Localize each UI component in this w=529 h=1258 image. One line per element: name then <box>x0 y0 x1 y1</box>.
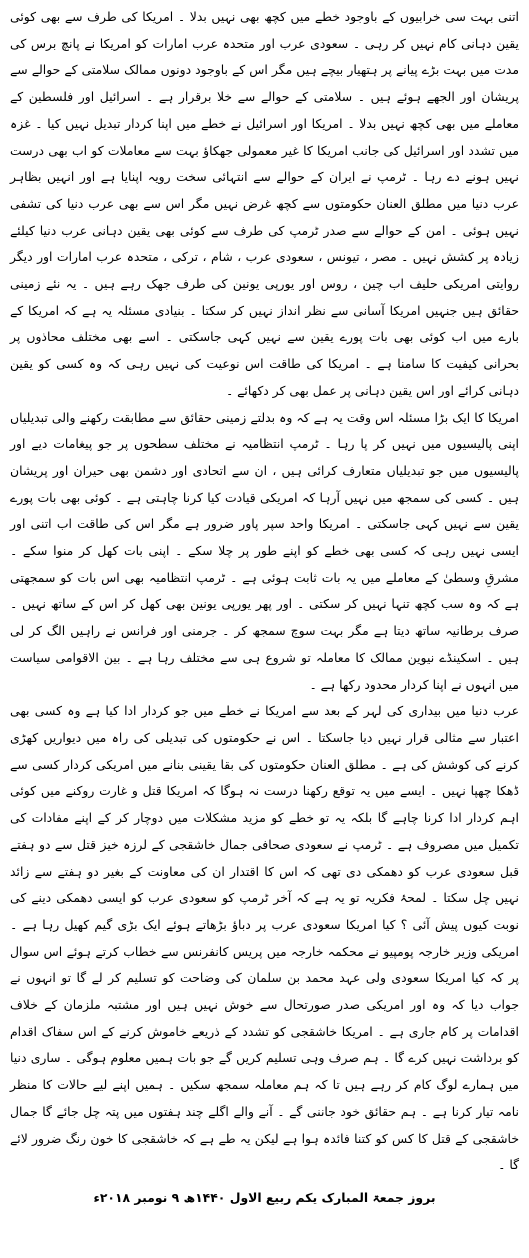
article-body <box>10 4 519 1179</box>
article-paragraph-1: اتنی بہت سی خرابیوں کے باوجود خطے میں کچھ بھی نہیں بدلا ۔ امریکا کی طرف سے بھی کوئی یقین دہانی کام نہیں کر رہی ۔ سعودی عرب اور متحدہ عرب امارات کو امریکا نے پانچ برس کی مدت میں بہت بڑے پیانے پر ہتھیار بیچے ہیں مگر اس کے باوجود دونوں ممالک سلامتی کے حوالے سے پریشان اور الجھے ہوئے ہیں ۔ سلامتی کے حوالے سے خلا برقرار ہے ۔ اسرائیل اور فلسطین کے معاملے میں بھی کچھ نہیں بدلا ۔ امریکا اور اسرائیل نے خطے میں اپنا کردار تبدیل نہیں کیا ۔ غزہ میں تشدد اور اسرائیل کی جانب امریکا کا غیر معمولی جھکاؤ بہت سے معاملات کو اب بھی درست نہیں ہونے دے رہا ۔ ٹرمپ نے ایران کے حوالے سے انتہائی سخت رویہ اپنایا ہے اور انہیں بظاہر عرب دنیا میں مطلق العنان حکومتوں سے کچھ غرض نہیں مگر اس سے بھی عرب دنیا کی تشفی نہیں ہوئی ۔ امن کے حوالے سے صدر ٹرمپ کی طرف سے کوئی بھی یقین دہانی عرب دنیا کیلئے زیادہ پر کشش نہیں ۔ مصر ، تیونس ، سعودی عرب ، شام ، ترکی ، متحدہ عرب امارات اور دیگر روایتی امریکی حلیف اب چین ، روس اور یورپی یونین کی طرف جھک رہے ہیں ۔ یہ نئے زمینی حقائق ہیں جنہیں امریکا آسانی سے نظر انداز نہیں کر سکتا ۔ بنیادی مسئلہ یہ ہے کہ امریکا کے بارے میں اب کوئی بھی بات پورے یقین سے نہیں کہی جاسکتی ۔ اسے بھی مختلف محاذوں پر بحرانی کیفیت کا سامنا ہے ۔ امریکا کی طاقت اس نوعیت کی نہیں رہی کہ وہ کسی کو یقین دہانی کرائے اور اس یقین دہانی پر عمل بھی کر دکھائے ۔ <box>10 9 519 398</box>
article-paragraph-3: عرب دنیا میں بیداری کی لہر کے بعد سے امریکا نے خطے میں جو کردار ادا کیا ہے وہ کسی بھی اعتبار سے مثالی قرار نہیں دیا جاسکتا ۔ اس نے حکومتوں کی تبدیلی کی راہ میں دیواریں کھڑی کرنے کی کوشش کی ہے ۔ مطلق العنان حکومتوں کی بقا یقینی بنانے میں امریکی کردار کسی سے ڈھکا چھپا نہیں ۔ ایسے میں یہ توقع رکھنا درست نہ ہوگا کہ امریکا قتل و غارت روکنے میں کوئی اہم کردار ادا کرنا چاہے گا بلکہ یہ تو خطے کو مزید مشکلات میں دوچار کر کے اپنے مفادات کی تکمیل میں مصروف ہے ۔ ٹرمپ نے سعودی صحافی جمال خاشقجی کے لرزہ خیز قتل سے دو ہفتے قبل سعودی عرب کو دھمکی دی تھی کہ اس کا اقتدار ان کی معاونت کے بغیر دو ہفتے سے زائد نہیں چل سکتا ۔ لمحۂ فکریہ تو یہ ہے کہ آخر ٹرمپ کو سعودی عرب کو ایسی دھمکی دینے کی نوبت کیوں پیش آئی ؟ کیا امریکا سعودی عرب پر دباؤ بڑھاتے ہوئے ایک بڑی گیم کھیل رہا ہے ۔ امریکی وزیر خارجہ پومپیو نے محکمہ خارجہ میں پریس کانفرنس سے خطاب کرتے ہوئے اس سوال پر کہ کیا امریکا سعودی ولی عہد محمد بن سلمان کی وضاحت کو تسلیم کر لے گا تو انہوں نے جواب دیا کہ وہ اور امریکی صدر صورتحال سے خوش نہیں ہیں اور مشتبہ ملزمان کے خلاف اقدامات پر کام جاری ہے ۔ امریکا خاشقجی کو تشدد کے ذریعے خاموش کرنے کے اس سفاک اقدام کو برداشت نہیں کرے گا ۔ ہم صرف وہی تسلیم کریں گے جو بات ہمیں معلوم ہوگی ۔ ساری دنیا میں ہمارے لوگ کام کر رہے ہیں تا کہ ہم معاملہ سمجھ سکیں ۔ ہمیں اپنے لیے حالات کا منظر نامہ تیار کرنا ہے ۔ ہم حقائق خود جاننی گے ۔ آنے والے اگلے چند ہفتوں میں پتہ چل جائے گا جمال خاشقجی کے قتل کا کس کو کتنا فائدہ ہوا ہے لیکن یہ طے ہے کہ خاشقجی کا خون رنگ ضرور لائے گا ۔ <box>10 703 519 1173</box>
article-paragraph-2: امریکا کا ایک بڑا مسئلہ اس وقت یہ ہے کہ وہ بدلتے زمینی حقائق سے مطابقت رکھنے والی تبدیلیاں اپنی پالیسیوں میں نہیں کر پا رہا ۔ ٹرمپ انتظامیہ نے مختلف سطحوں پر جو پیغامات دیے اور پالیسیوں میں جو تبدیلیاں متعارف کرائی ہیں ، ان سے اتحادی اور دشمن بھی حیران اور پریشان ہیں ۔ کسی کی سمجھ میں نہیں آرہا کہ امریکی قیادت کیا کرنا چاہتی ہے ۔ کوئی بھی بات پورے یقین سے نہیں کہی جاسکتی ۔ امریکا واحد سپر پاور ضرور ہے مگر اس کی طاقت اب اتنی اور ایسی نہیں رہی کہ کسی بھی خطے کو اپنے طور پر چلا سکے ۔ اپنی بات کھل کر منوا سکے ۔ مشرقِ وسطیٰ کے معاملے میں یہ بات ثابت ہوئی ہے ۔ ٹرمپ انتظامیہ بھی اس بات کو سمجھتی ہے کہ وہ سب کچھ تنہا نہیں کر سکتی ۔ اور پھر یورپی یونین بھی کھل کر اس کے ساتھ نہیں ۔ صرف برطانیہ ساتھ دیتا ہے مگر بہت سوچ سمجھ کر ۔ جرمنی اور فرانس نے راہیں الگ کر لی ہیں ۔ اسکینڈے نیوین ممالک کا معاملہ تو شروع ہی سے مختلف رہا ہے ۔ بین الاقوامی سیاست میں انہوں نے اپنا کردار محدود رکھا ہے ۔ <box>10 409 519 692</box>
article-dateline: بروز جمعۃ المبارک یکم ربیع الاول ۱۴۴۰ھ ۹ نومبر ۲۰۱۸ء <box>93 1189 436 1205</box>
